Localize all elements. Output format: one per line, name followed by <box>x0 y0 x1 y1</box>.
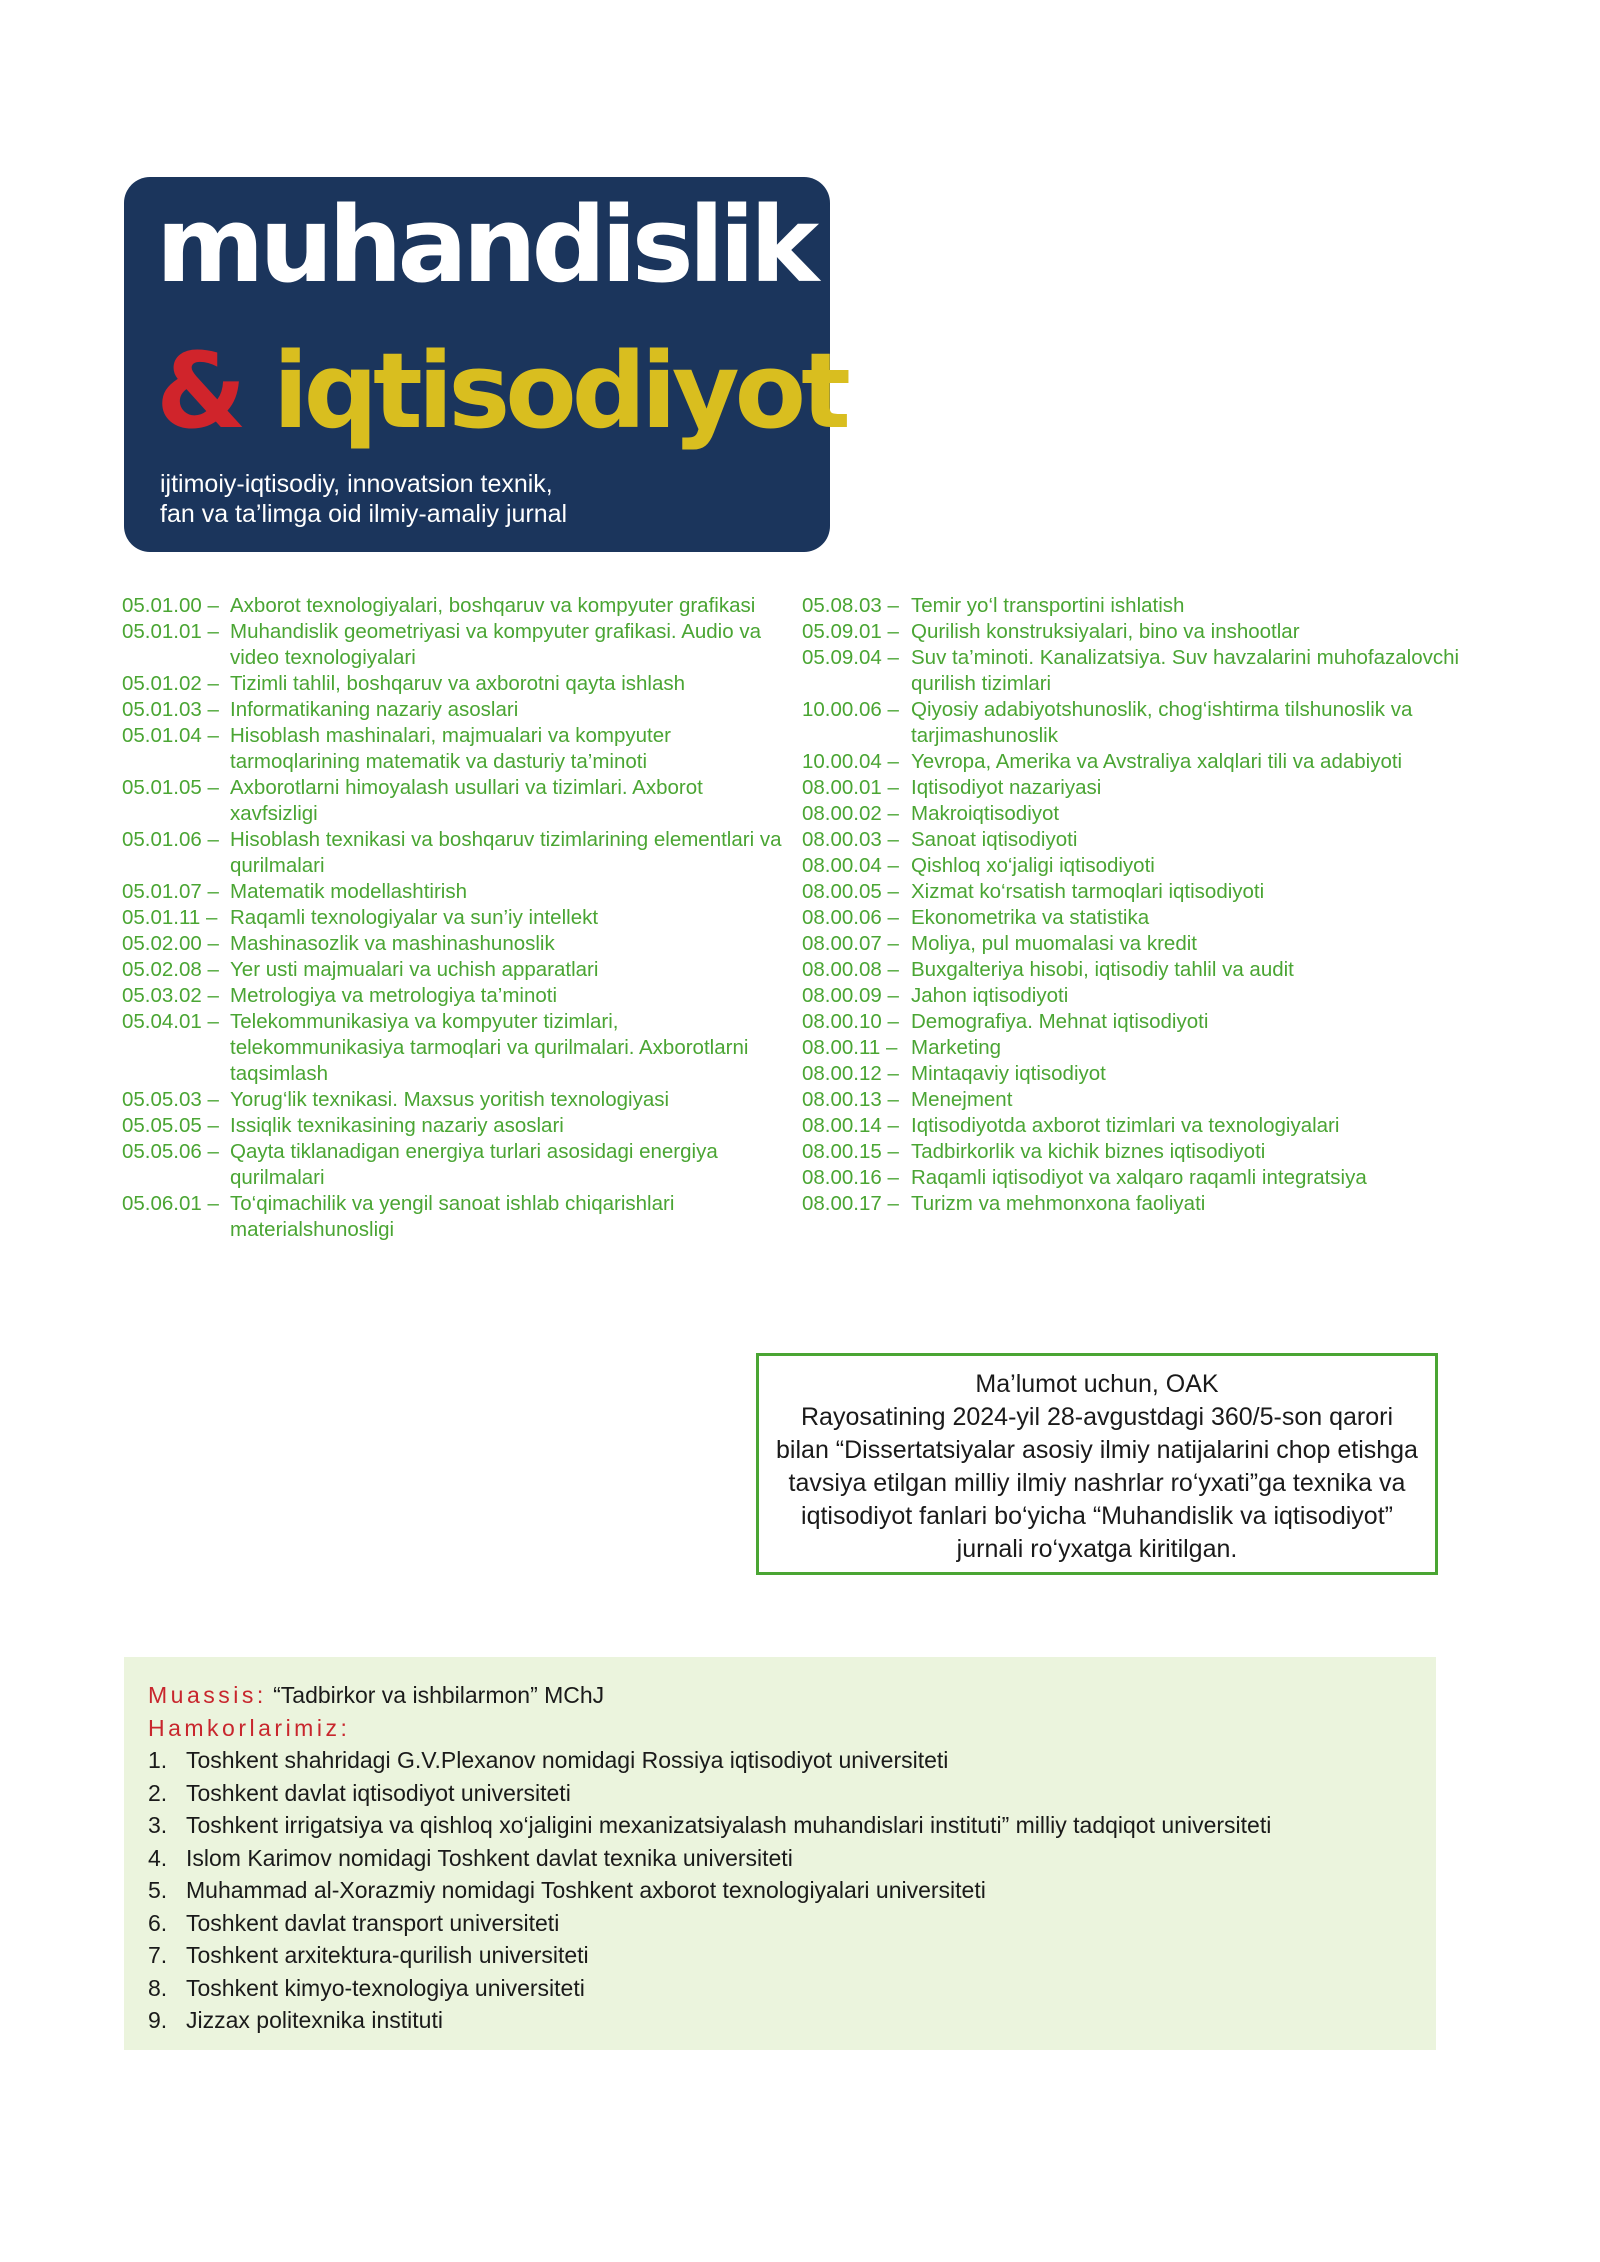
partner-number: 8. <box>148 1974 168 2001</box>
partner-item <box>148 1777 1412 1810</box>
specialty-code: 08.00.14 – <box>802 1114 899 1137</box>
specialty-item <box>802 905 1482 931</box>
specialty-item <box>122 879 782 905</box>
partner-item <box>148 1874 1412 1907</box>
specialty-code: 05.01.07 – <box>122 880 219 903</box>
specialty-item <box>802 1061 1482 1087</box>
specialty-code: 05.09.01 – <box>802 620 899 643</box>
specialty-item <box>122 1087 782 1113</box>
specialty-item <box>802 853 1482 879</box>
specialty-code: 08.00.02 – <box>802 802 899 825</box>
specialty-name: Qishloq xo‘jaligi iqtisodiyoti <box>911 854 1155 877</box>
partner-number: 6. <box>148 1909 168 1936</box>
specialty-code: 05.01.04 – <box>122 724 219 747</box>
specialty-code: 08.00.11 – <box>802 1036 898 1059</box>
specialty-code: 05.02.00 – <box>122 932 219 955</box>
specialty-name: Axborot texnologiyalari, boshqaruv va kompyuter grafikasi <box>230 594 756 617</box>
specialty-code: 05.01.01 – <box>122 620 219 643</box>
specialty-item <box>802 983 1482 1009</box>
specialty-item <box>122 1191 782 1243</box>
partners-list <box>148 1744 1412 2037</box>
specialty-code: 08.00.05 – <box>802 880 899 903</box>
footer-panel <box>124 1657 1436 2050</box>
partner-item <box>148 1842 1412 1875</box>
specialty-code: 05.06.01 – <box>122 1192 219 1215</box>
specialty-code: 05.01.06 – <box>122 828 219 851</box>
specialty-name: Turizm va mehmonxona faoliyati <box>911 1192 1206 1215</box>
specialty-item <box>802 1139 1482 1165</box>
specialty-name: Makroiqtisodiyot <box>911 802 1060 825</box>
specialty-name: To‘qimachilik va yengil sanoat ishlab chiqarishlari materialshunosligi <box>230 1192 675 1241</box>
partner-name: Toshkent kimyo-texnologiya universiteti <box>186 1974 585 2001</box>
specialty-name: Hisoblash texnikasi va boshqaruv tizimlarining elementlari va qurilmalari <box>230 828 782 877</box>
partner-number: 3. <box>148 1812 168 1838</box>
partner-item <box>148 1907 1412 1940</box>
logo-title-line2 <box>156 330 846 452</box>
specialty-item <box>802 879 1482 905</box>
specialty-code: 05.03.02 – <box>122 984 219 1007</box>
specialty-item <box>122 723 782 775</box>
specialty-item <box>122 775 782 827</box>
specialty-code: 08.00.09 – <box>802 984 899 1007</box>
specialty-name: Qayta tiklanadigan energiya turlari asosidagi energiya qurilmalari <box>230 1140 718 1189</box>
founder-line <box>148 1679 1412 1712</box>
partner-number: 2. <box>148 1779 168 1806</box>
specialty-name: Iqtisodiyot nazariyasi <box>911 776 1102 799</box>
specialty-code: 08.00.08 – <box>802 958 899 981</box>
specialty-item <box>802 1191 1482 1217</box>
specialty-code: 05.01.11 – <box>122 906 218 929</box>
specialty-item <box>802 619 1482 645</box>
specialty-name: Yer usti majmualari va uchish apparatlari <box>230 958 599 981</box>
specialty-item <box>122 957 782 983</box>
specialty-item <box>802 931 1482 957</box>
specialty-code: 08.00.04 – <box>802 854 899 877</box>
specialty-name: Issiqlik texnikasining nazariy asoslari <box>230 1114 564 1137</box>
partner-item <box>148 1744 1412 1777</box>
partner-item <box>148 1939 1412 1972</box>
logo-ampersand: & <box>156 330 242 452</box>
specialty-name: Demografiya. Mehnat iqtisodiyoti <box>911 1010 1209 1033</box>
specialty-name: Temir yo‘l transportini ishlatish <box>911 594 1185 617</box>
specialty-name: Telekommunikasiya va kompyuter tizimlari, telekommunikasiya tarmoqlari va qurilmalari. Axborotlarni taqsimlash <box>230 1010 749 1085</box>
specialty-item <box>122 1113 782 1139</box>
specialty-name: Moliya, pul muomalasi va kredit <box>911 932 1197 955</box>
partner-item <box>148 1972 1412 2005</box>
specialty-code: 05.01.05 – <box>122 776 219 799</box>
specialty-name: Mashinasozlik va mashinashunoslik <box>230 932 555 955</box>
partner-number: 4. <box>148 1844 168 1871</box>
partner-number: 7. <box>148 1942 168 1968</box>
specialty-item <box>122 983 782 1009</box>
notice-heading: Ma’lumot uchun, OAK <box>975 1370 1219 1398</box>
specialty-name: Qiyosiy adabiyotshunoslik, chog‘ishtirma tilshunoslik va tarjimashunoslik <box>911 698 1413 747</box>
partner-number: 5. <box>148 1877 168 1903</box>
logo-subtitle <box>160 469 760 529</box>
partner-name: Toshkent davlat transport universiteti <box>186 1909 560 1936</box>
specialty-item <box>122 619 782 671</box>
specialty-code: 10.00.04 – <box>802 750 899 773</box>
specialty-code: 08.00.16 – <box>802 1166 899 1189</box>
specialty-name: Sanoat iqtisodiyoti <box>911 828 1078 851</box>
specialty-name: Marketing <box>911 1036 1002 1059</box>
specialty-list-left <box>122 593 782 1243</box>
specialty-name: Iqtisodiyotda axborot tizimlari va texnologiyalari <box>911 1114 1340 1137</box>
journal-logo <box>124 177 846 552</box>
specialty-item <box>802 1165 1482 1191</box>
specialty-name: Muhandislik geometriyasi va kompyuter grafikasi. Audio va video texnologiyalari <box>230 620 761 669</box>
partner-item <box>148 2004 1412 2037</box>
specialty-name: Suv ta’minoti. Kanalizatsiya. Suv havzalarini muhofazalovchi qurilish tizimlari <box>911 646 1460 695</box>
specialty-item <box>802 775 1482 801</box>
specialty-code: 08.00.06 – <box>802 906 899 929</box>
specialty-name: Yevropa, Amerika va Avstraliya xalqlari tili va adabiyoti <box>911 750 1403 773</box>
specialty-item <box>122 1139 782 1191</box>
specialty-code: 05.01.03 – <box>122 698 219 721</box>
specialty-item <box>802 749 1482 775</box>
specialty-code: 08.00.17 – <box>802 1192 899 1215</box>
specialty-item <box>802 1113 1482 1139</box>
specialty-code: 05.05.06 – <box>122 1140 219 1163</box>
specialty-item <box>802 801 1482 827</box>
specialty-code: 05.02.08 – <box>122 958 219 981</box>
logo-subtitle-line1: ijtimoiy-iqtisodiy, innovatsion texnik, <box>160 470 553 498</box>
specialty-name: Jahon iqtisodiyoti <box>911 984 1069 1007</box>
partner-name: Toshkent irrigatsiya va qishloq xo‘jaligini mexanizatsiyalash muhandislari instituti” milliy tadqiqot universiteti <box>186 1812 1272 1838</box>
specialty-item <box>802 1035 1482 1061</box>
logo-title-word2: iqtisodiyot <box>272 330 846 452</box>
specialty-code: 05.05.03 – <box>122 1088 219 1111</box>
specialty-name: Qurilish konstruksiyalari, bino va inshootlar <box>911 620 1300 643</box>
partner-name: Toshkent arxitektura-qurilish universiteti <box>186 1942 589 1968</box>
specialty-item <box>802 645 1482 697</box>
specialty-item <box>122 1009 782 1087</box>
specialty-name: Xizmat ko‘rsatish tarmoqlari iqtisodiyoti <box>911 880 1265 903</box>
specialty-item <box>122 905 782 931</box>
specialty-item <box>122 593 782 619</box>
specialty-code: 10.00.06 – <box>802 698 899 721</box>
specialty-item <box>802 827 1482 853</box>
specialty-code: 08.00.15 – <box>802 1140 899 1163</box>
logo-subtitle-line2: fan va ta’limga oid ilmiy-amaliy jurnal <box>160 500 568 528</box>
specialty-item <box>802 1009 1482 1035</box>
specialty-name: Raqamli texnologiyalar va sun’iy intellekt <box>230 906 599 929</box>
specialty-list-right <box>802 593 1482 1217</box>
partner-number: 1. <box>148 1747 168 1773</box>
specialty-name: Matematik modellashtirish <box>230 880 467 903</box>
specialty-name: Yorug‘lik texnikasi. Maxsus yoritish texnologiyasi <box>230 1088 670 1111</box>
partner-name: Muhammad al-Xorazmiy nomidagi Toshkent axborot texnologiyalari universiteti <box>186 1877 986 1903</box>
specialty-name: Axborotlarni himoyalash usullari va tizimlari. Axborot xavfsizligi <box>230 776 703 825</box>
specialty-item <box>802 593 1482 619</box>
specialty-name: Metrologiya va metrologiya ta’minoti <box>230 984 557 1007</box>
partner-name: Toshkent shahridagi G.V.Plexanov nomidagi Rossiya iqtisodiyot universiteti <box>186 1747 949 1773</box>
partners-label: Hamkorlarimiz: <box>148 1714 351 1741</box>
specialty-name: Buxgalteriya hisobi, iqtisodiy tahlil va audit <box>911 958 1294 981</box>
specialty-name: Ekonometrika va statistika <box>911 906 1150 929</box>
specialty-item <box>802 1087 1482 1113</box>
specialty-item <box>122 697 782 723</box>
partner-name: Toshkent davlat iqtisodiyot universiteti <box>186 1779 571 1806</box>
specialty-code: 08.00.10 – <box>802 1010 899 1033</box>
specialty-code: 05.01.02 – <box>122 672 219 695</box>
specialty-name: Raqamli iqtisodiyot va xalqaro raqamli integratsiya <box>911 1166 1367 1189</box>
partner-number: 9. <box>148 2007 168 2033</box>
specialty-code: 05.01.00 – <box>122 594 219 617</box>
specialty-name: Tizimli tahlil, boshqaruv va axborotni qayta ishlash <box>230 672 686 695</box>
specialty-code: 05.05.05 – <box>122 1114 219 1137</box>
specialty-item <box>802 957 1482 983</box>
notice-body: Rayosatining 2024-yil 28-avgustdagi 360/5-son qarori bilan “Dissertatsiyalar asosiy ilmiy natijalarini chop etishga tavsiya etilgan milliy ilmiy nashrlar ro‘yxati”ga texnika va iqtisodiyot fanlari bo‘yicha “Muhandislik va iqtisodiyot” jurnali ro‘yxatga kiritilgan. <box>776 1403 1418 1563</box>
notice-box <box>756 1353 1438 1575</box>
specialty-item <box>122 931 782 957</box>
specialty-name: Mintaqaviy iqtisodiyot <box>911 1062 1106 1085</box>
specialty-item <box>122 671 782 697</box>
specialty-code: 05.09.04 – <box>802 646 899 669</box>
logo-title-line1: muhandislik <box>156 184 815 306</box>
specialty-name: Hisoblash mashinalari, majmualari va kompyuter tarmoqlarining matematik va dasturiy ta’minoti <box>230 724 671 773</box>
specialty-code: 08.00.01 – <box>802 776 899 799</box>
partner-name: Jizzax politexnika instituti <box>186 2007 443 2033</box>
founder-value: “Tadbirkor va ishbilarmon” MChJ <box>266 1682 605 1708</box>
partner-item <box>148 1809 1412 1842</box>
specialty-code: 08.00.07 – <box>802 932 899 955</box>
specialty-item <box>122 827 782 879</box>
specialty-name: Menejment <box>911 1088 1013 1111</box>
specialty-name: Informatikaning nazariy asoslari <box>230 698 519 721</box>
partner-name: Islom Karimov nomidagi Toshkent davlat texnika universiteti <box>186 1844 793 1871</box>
specialty-item <box>802 697 1482 749</box>
specialty-code: 08.00.13 – <box>802 1088 899 1111</box>
specialty-code: 08.00.03 – <box>802 828 899 851</box>
specialty-code: 05.04.01 – <box>122 1010 219 1033</box>
founder-label: Muassis: <box>148 1682 267 1708</box>
specialty-name: Tadbirkorlik va kichik biznes iqtisodiyoti <box>911 1140 1266 1163</box>
specialty-code: 05.08.03 – <box>802 594 899 617</box>
specialty-code: 08.00.12 – <box>802 1062 899 1085</box>
